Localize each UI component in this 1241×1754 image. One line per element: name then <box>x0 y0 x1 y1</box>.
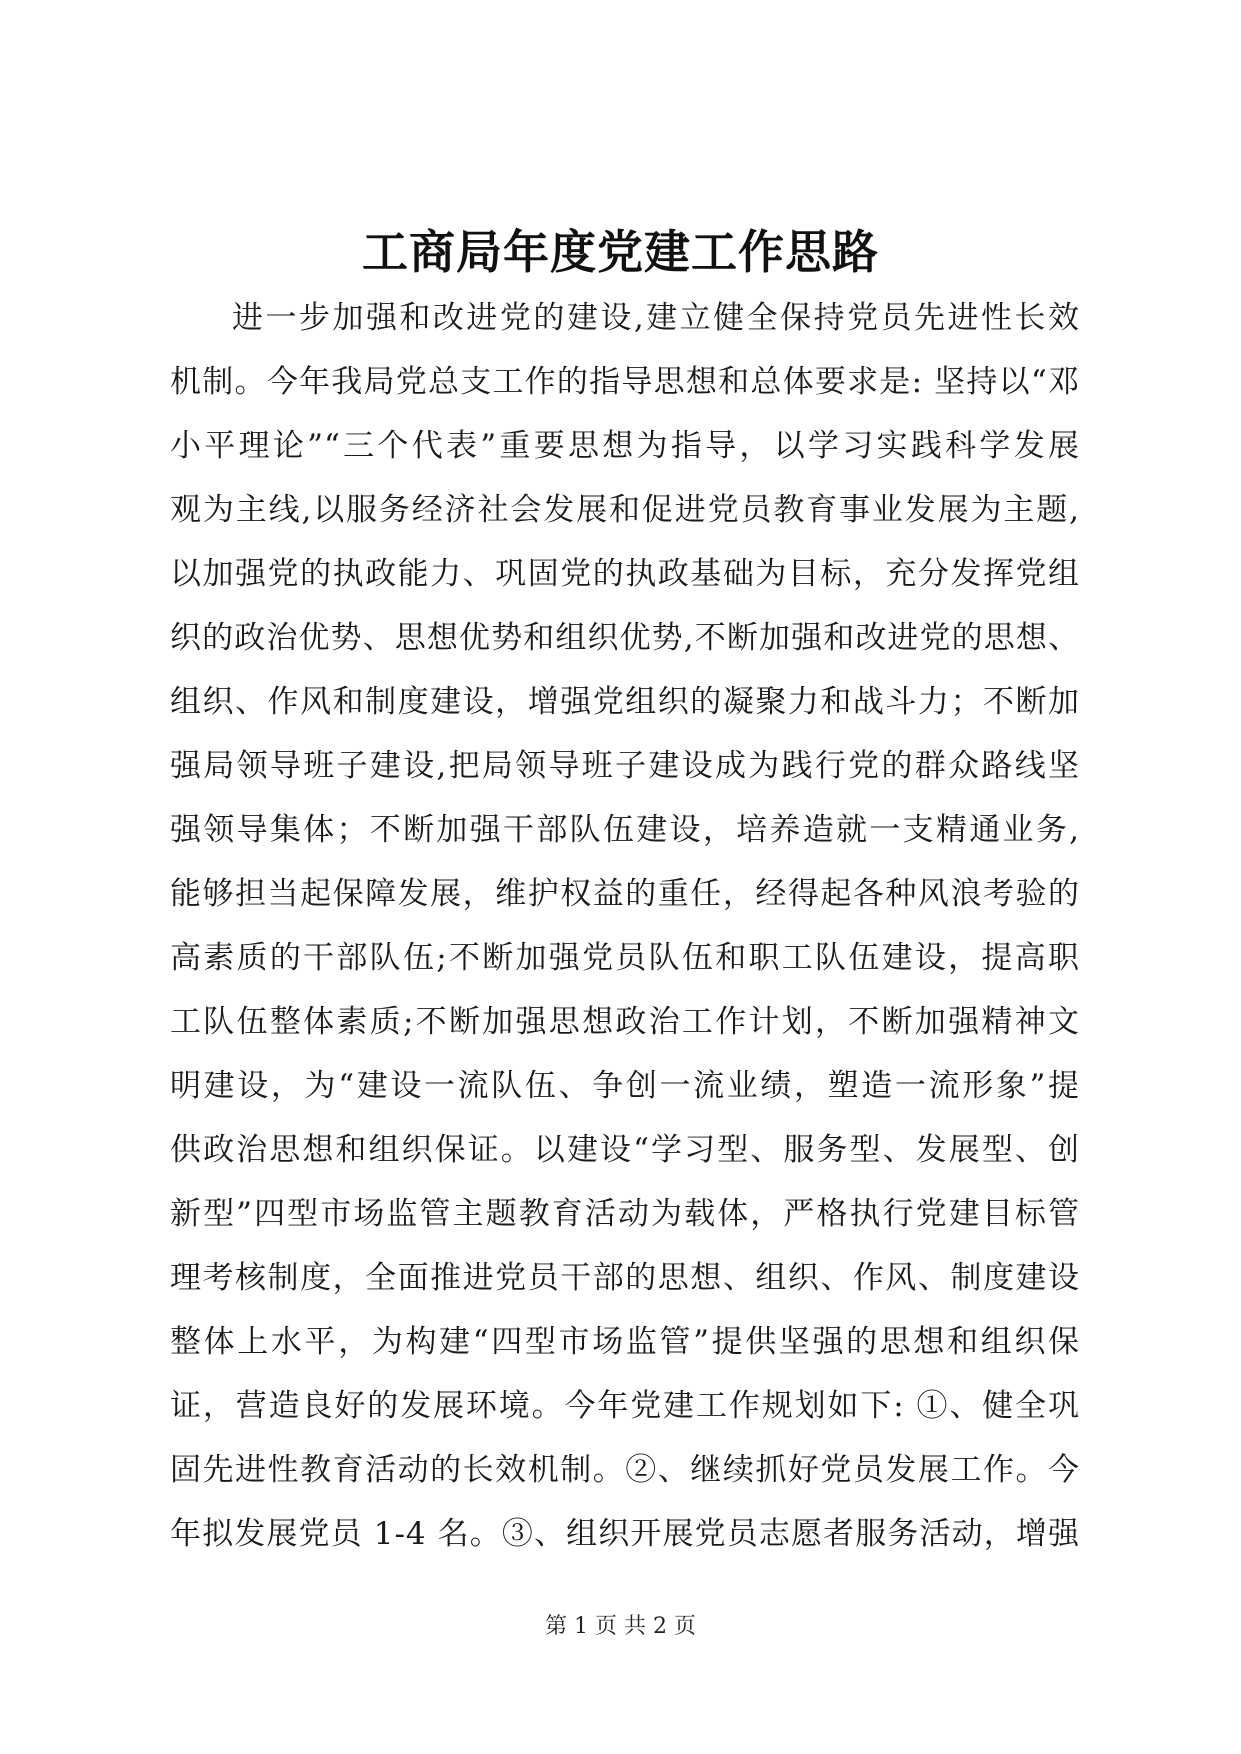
body-line: 工队伍整体素质;不断加强思想政治工作计划，不断加强精神文 <box>170 1004 1080 1040</box>
body-line: 组织、作风和制度建设，增强党组织的凝聚力和战斗力；不断加 <box>170 684 1080 720</box>
document-title: 工商局年度党建工作思路 <box>362 225 879 279</box>
body-line: 以加强党的执政能力、巩固党的执政基础为目标，充分发挥党组 <box>170 556 1080 592</box>
body-line: 固先进性教育活动的长效机制。②、继续抓好党员发展工作。今 <box>170 1452 1080 1488</box>
body-line: 能够担当起保障发展，维护权益的重任，经得起各种风浪考验的 <box>170 876 1080 912</box>
body-line: 机制。今年我局党总支工作的指导思想和总体要求是: 坚持以“邓 <box>170 364 1080 400</box>
body-line: 强局领导班子建设,把局领导班子建设成为践行党的群众路线坚 <box>170 748 1080 784</box>
body-line: 强领导集体；不断加强干部队伍建设，培养造就一支精通业务, <box>170 812 1080 848</box>
body-line: 高素质的干部队伍;不断加强党员队伍和职工队伍建设，提高职 <box>170 940 1080 976</box>
body-line: 小平理论”“三个代表”重要思想为指导，以学习实践科学发展 <box>170 428 1080 464</box>
body-line: 进一步加强和改进党的建设,建立健全保持党员先进性长效 <box>232 300 1080 336</box>
body-line: 年拟发展党员 1-4 名。③、组织开展党员志愿者服务活动，增强 <box>170 1516 1080 1552</box>
page-number-footer: 第 1 页 共 2 页 <box>545 1614 696 1639</box>
body-line: 明建设，为“建设一流队伍、争创一流业绩，塑造一流形象”提 <box>170 1068 1080 1104</box>
body-line: 织的政治优势、思想优势和组织优势,不断加强和改进党的思想、 <box>170 620 1080 656</box>
body-line: 观为主线,以服务经济社会发展和促进党员教育事业发展为主题, <box>170 492 1080 528</box>
body-line: 新型”四型市场监管主题教育活动为载体，严格执行党建目标管 <box>170 1196 1080 1232</box>
body-line: 整体上水平，为构建“四型市场监管”提供坚强的思想和组织保 <box>170 1324 1080 1360</box>
body-line: 供政治思想和组织保证。以建设“学习型、服务型、发展型、创 <box>170 1132 1080 1168</box>
body-line: 理考核制度，全面推进党员干部的思想、组织、作风、制度建设 <box>170 1260 1080 1296</box>
body-line: 证，营造良好的发展环境。今年党建工作规划如下: ①、健全巩 <box>170 1388 1080 1424</box>
document-body <box>170 286 1080 1566</box>
